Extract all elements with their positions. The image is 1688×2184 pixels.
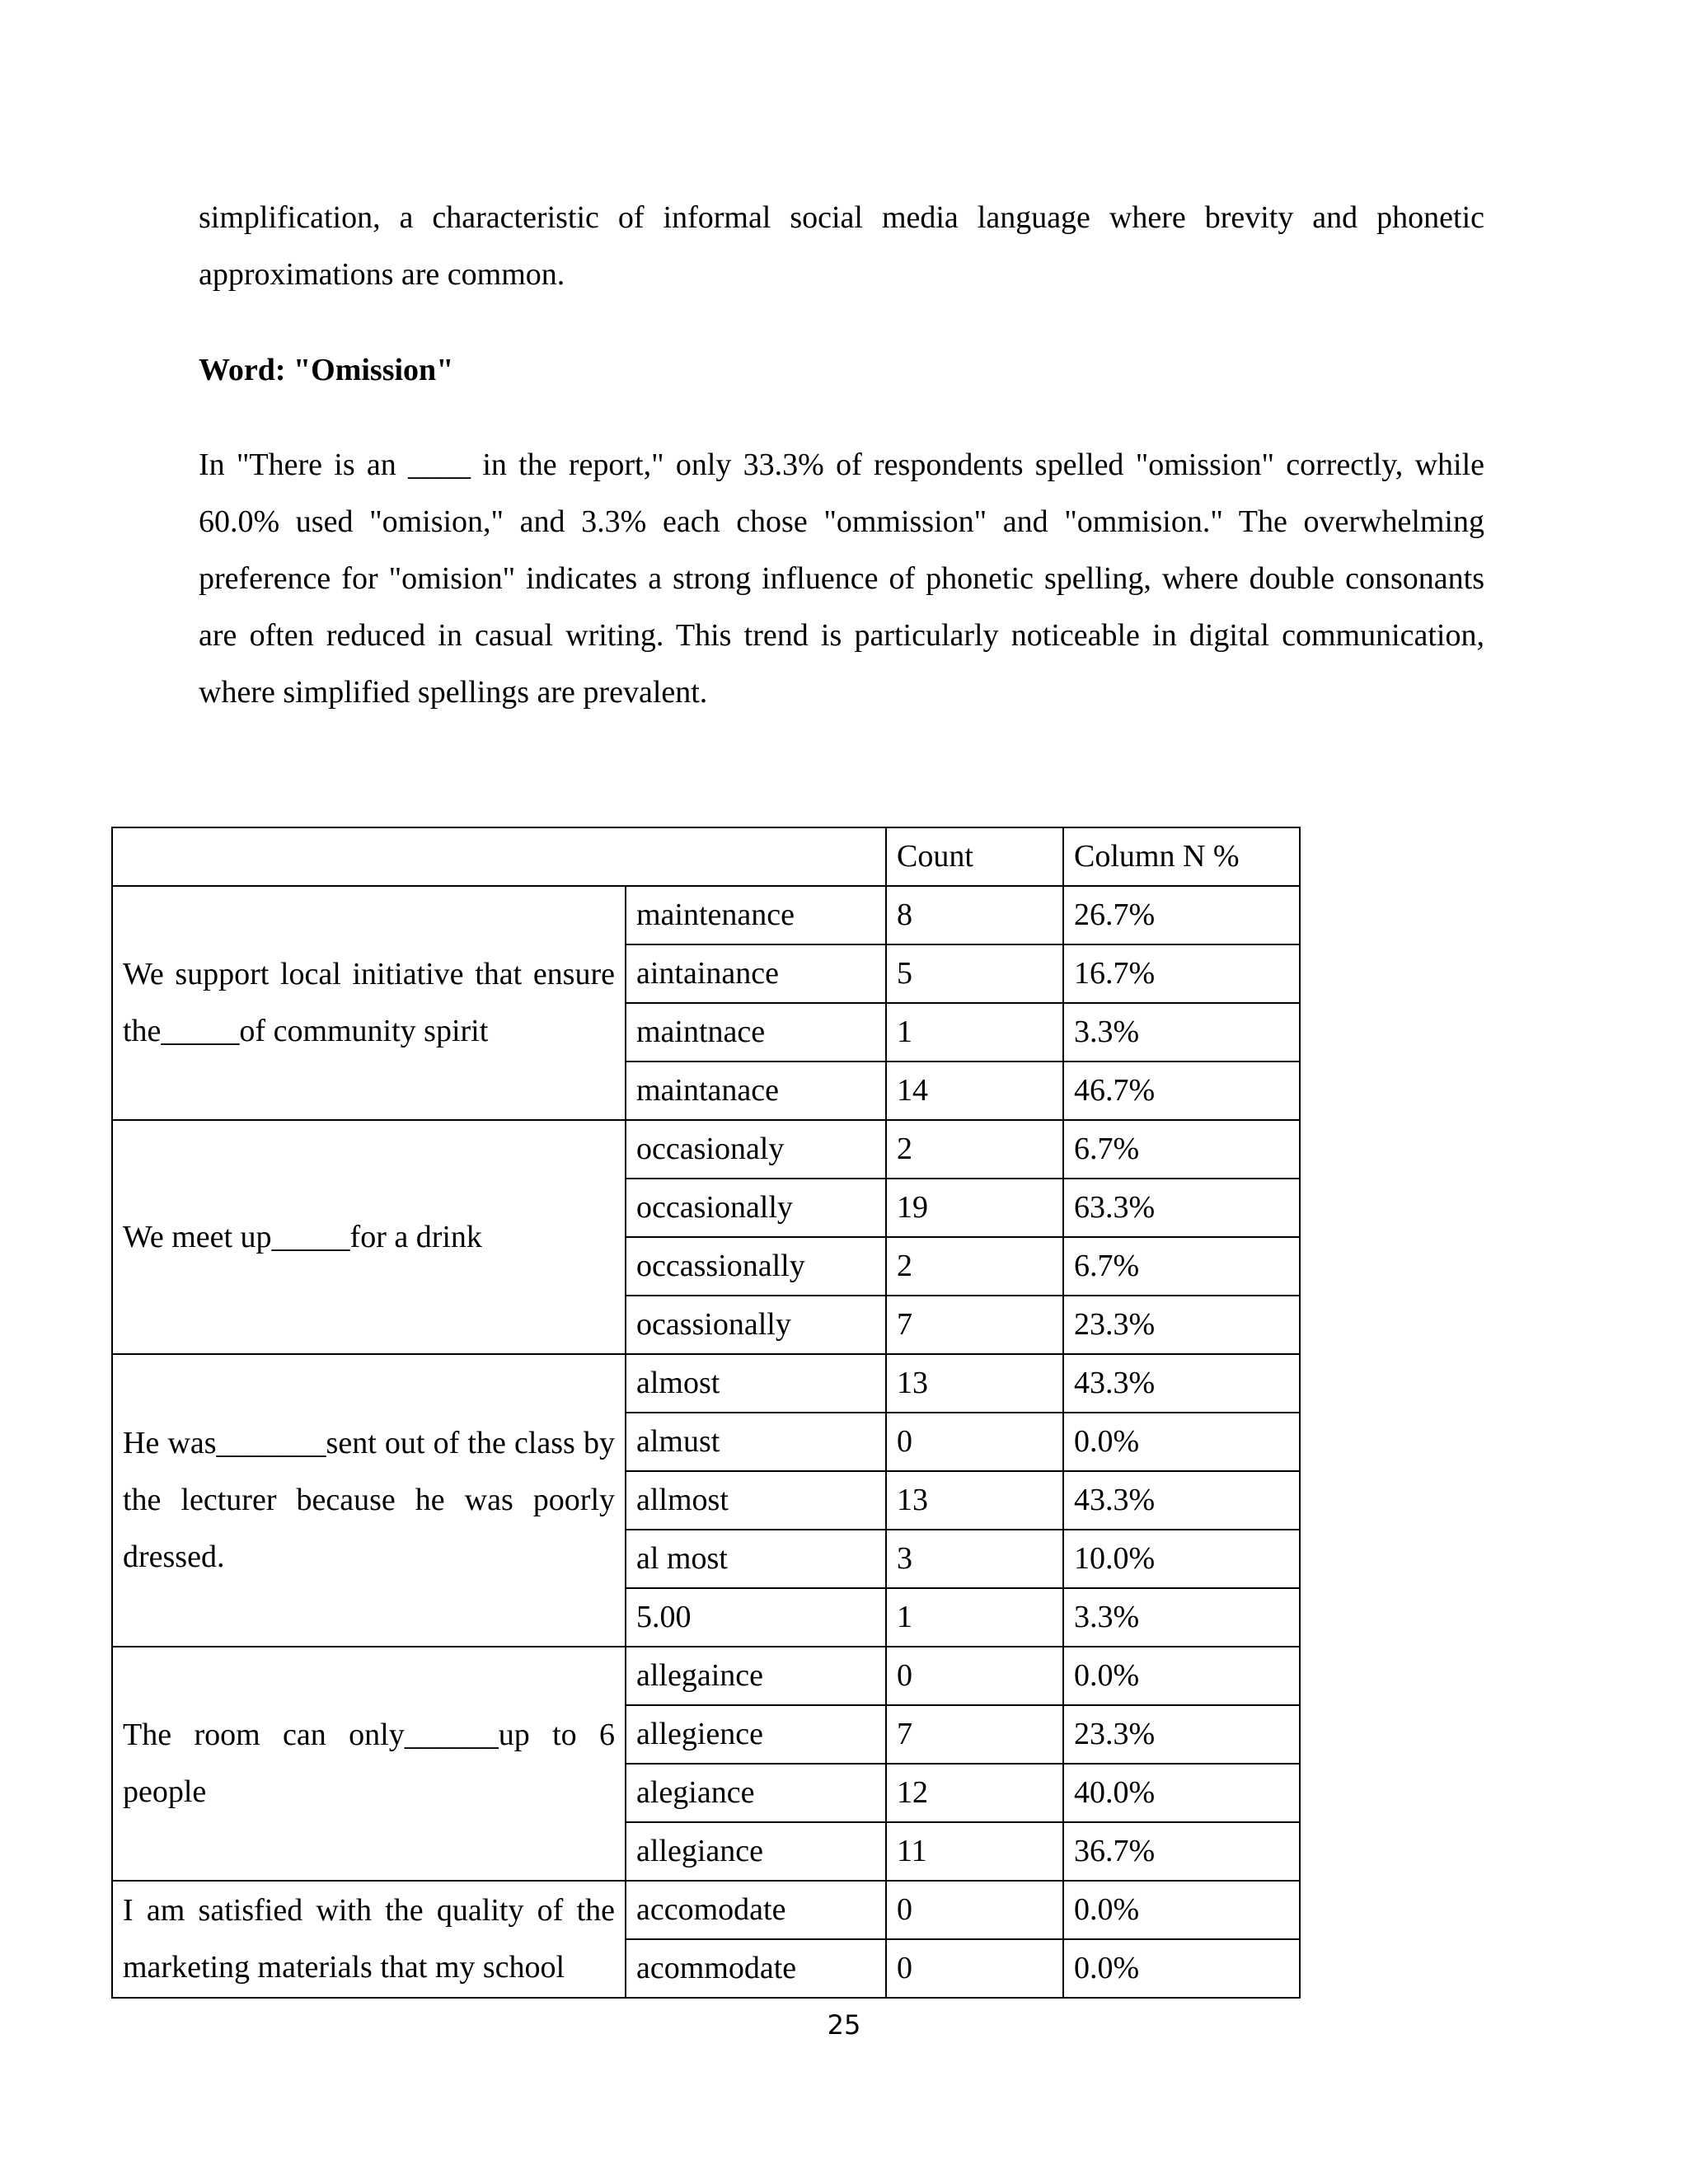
option-cell: almost bbox=[626, 1354, 886, 1413]
paragraph-continuation: simplification, a characteristic of informal social media language where brevity and phonetic approximations are common. bbox=[199, 200, 1484, 292]
spelling-results-table bbox=[111, 827, 1301, 1999]
count-cell: 1 bbox=[886, 1003, 1063, 1062]
count-cell: 2 bbox=[886, 1120, 1063, 1179]
count-cell: 1 bbox=[886, 1588, 1063, 1647]
option-cell: 5.00 bbox=[626, 1588, 886, 1647]
option-cell: acommodate bbox=[626, 1939, 886, 1998]
question-cell: The room can only______up to 6 people bbox=[112, 1647, 626, 1881]
table-row bbox=[112, 1120, 1300, 1179]
count-cell: 0 bbox=[886, 1881, 1063, 1939]
option-cell: alegiance bbox=[626, 1764, 886, 1822]
option-cell: maintanace bbox=[626, 1062, 886, 1120]
header-percent: Column N % bbox=[1063, 827, 1300, 886]
percent-cell: 23.3% bbox=[1063, 1705, 1300, 1764]
table-row bbox=[112, 886, 1300, 944]
percent-cell: 3.3% bbox=[1063, 1588, 1300, 1647]
percent-cell: 6.7% bbox=[1063, 1120, 1300, 1179]
question-cell: We meet up_____for a drink bbox=[112, 1120, 626, 1354]
option-cell: maintnace bbox=[626, 1003, 886, 1062]
option-cell: allegiance bbox=[626, 1822, 886, 1881]
page-number: 25 bbox=[827, 2009, 861, 2041]
percent-cell: 43.3% bbox=[1063, 1471, 1300, 1530]
count-cell: 7 bbox=[886, 1705, 1063, 1764]
percent-cell: 0.0% bbox=[1063, 1881, 1300, 1939]
option-cell: allegaince bbox=[626, 1647, 886, 1705]
option-cell: allmost bbox=[626, 1471, 886, 1530]
option-cell: al most bbox=[626, 1530, 886, 1588]
percent-cell: 26.7% bbox=[1063, 886, 1300, 944]
question-cell: I am satisfied with the quality of the marketing materials that my school bbox=[112, 1881, 626, 1998]
percent-cell: 0.0% bbox=[1063, 1413, 1300, 1471]
percent-cell: 6.7% bbox=[1063, 1237, 1300, 1296]
count-cell: 0 bbox=[886, 1413, 1063, 1471]
count-cell: 12 bbox=[886, 1764, 1063, 1822]
option-cell: occasionaly bbox=[626, 1120, 886, 1179]
count-cell: 13 bbox=[886, 1354, 1063, 1413]
option-cell: almust bbox=[626, 1413, 886, 1471]
percent-cell: 0.0% bbox=[1063, 1647, 1300, 1705]
header-blank-cell bbox=[112, 827, 886, 886]
percent-cell: 46.7% bbox=[1063, 1062, 1300, 1120]
percent-cell: 23.3% bbox=[1063, 1296, 1300, 1354]
count-cell: 13 bbox=[886, 1471, 1063, 1530]
percent-cell: 36.7% bbox=[1063, 1822, 1300, 1881]
table-row bbox=[112, 1881, 1300, 1939]
percent-cell: 40.0% bbox=[1063, 1764, 1300, 1822]
count-cell: 2 bbox=[886, 1237, 1063, 1296]
option-cell: accomodate bbox=[626, 1881, 886, 1939]
option-cell: occassionally bbox=[626, 1237, 886, 1296]
percent-cell: 0.0% bbox=[1063, 1939, 1300, 1998]
table-header-row bbox=[112, 827, 1300, 886]
count-cell: 0 bbox=[886, 1647, 1063, 1705]
option-cell: ocassionally bbox=[626, 1296, 886, 1354]
count-cell: 19 bbox=[886, 1179, 1063, 1237]
option-cell: allegience bbox=[626, 1705, 886, 1764]
count-cell: 0 bbox=[886, 1939, 1063, 1998]
count-cell: 5 bbox=[886, 944, 1063, 1003]
percent-cell: 10.0% bbox=[1063, 1530, 1300, 1588]
header-count: Count bbox=[886, 827, 1063, 886]
option-cell: maintenance bbox=[626, 886, 886, 944]
count-cell: 11 bbox=[886, 1822, 1063, 1881]
percent-cell: 63.3% bbox=[1063, 1179, 1300, 1237]
count-cell: 7 bbox=[886, 1296, 1063, 1354]
count-cell: 3 bbox=[886, 1530, 1063, 1588]
count-cell: 8 bbox=[886, 886, 1063, 944]
count-cell: 14 bbox=[886, 1062, 1063, 1120]
table-row bbox=[112, 1354, 1300, 1413]
option-cell: aintainance bbox=[626, 944, 886, 1003]
question-cell: He was_______sent out of the class by the lecturer because he was poorly dressed. bbox=[112, 1354, 626, 1647]
section-heading: Word: "Omission" bbox=[199, 353, 454, 387]
percent-cell: 43.3% bbox=[1063, 1354, 1300, 1413]
percent-cell: 16.7% bbox=[1063, 944, 1300, 1003]
option-cell: occasionally bbox=[626, 1179, 886, 1237]
percent-cell: 3.3% bbox=[1063, 1003, 1300, 1062]
question-cell: We support local initiative that ensure the_____of community spirit bbox=[112, 886, 626, 1120]
paragraph-omission-analysis: In "There is an ____ in the report," only 33.3% of respondents spelled "omission" correctly, while 60.0% used "omision," and 3.3% each chose "ommission" and "ommision." The overwhelming preference for "omision" indicates a strong influence of phonetic spelling, where double consonants are often reduced in casual writing. This trend is particularly noticeable in digital communication, where simplified spellings are prevalent. bbox=[199, 448, 1484, 710]
table-row bbox=[112, 1647, 1300, 1705]
